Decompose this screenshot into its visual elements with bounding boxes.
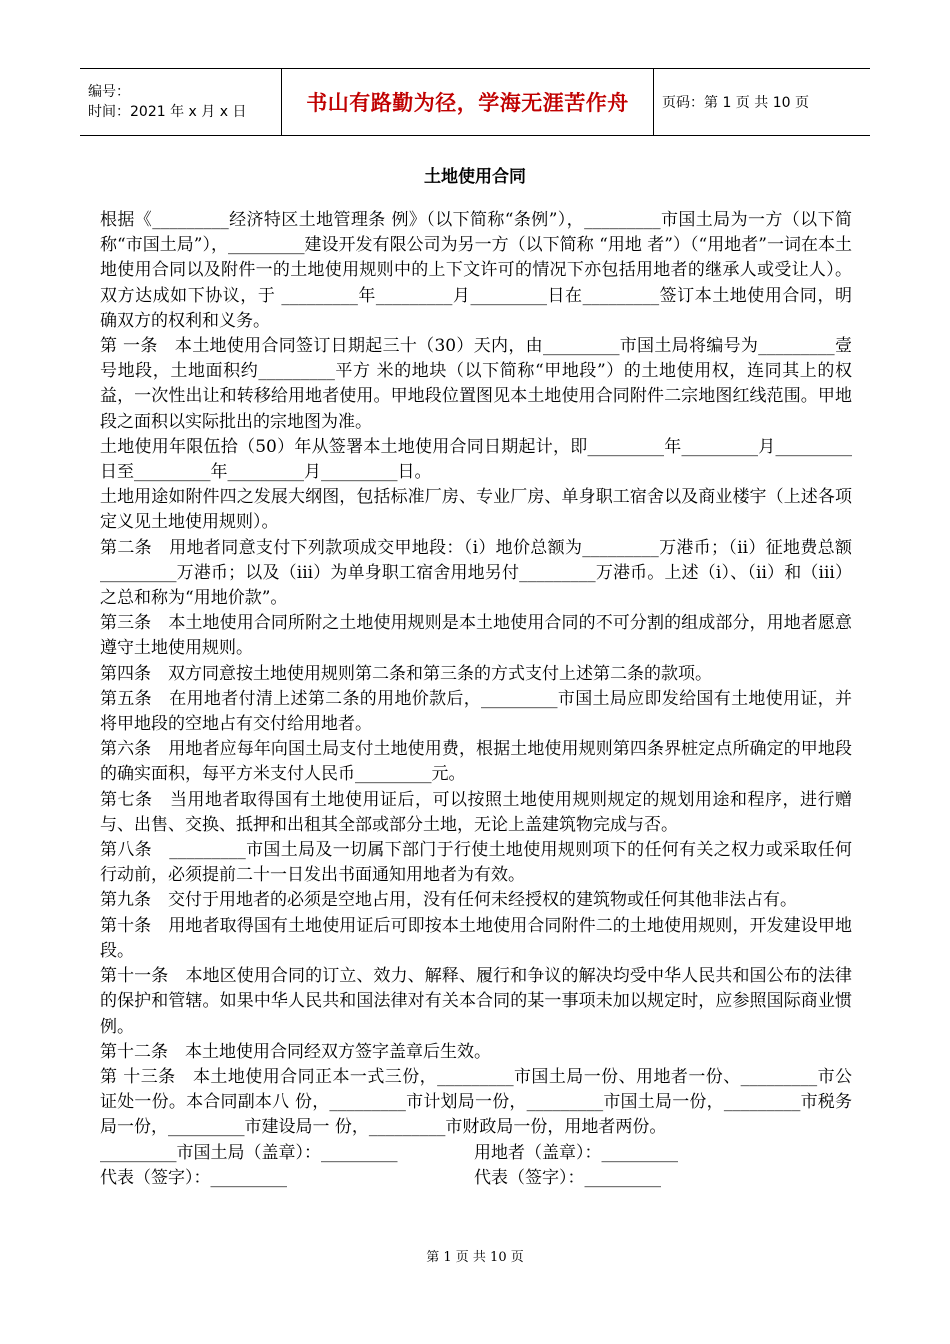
paragraph-article-12: 第十二条 本土地使用合同经双方签字盖章后生效。 <box>100 1041 491 1062</box>
header-motto: 书山有路勤为径，学海无涯苦作舟 <box>282 69 654 136</box>
document-title: 土地使用合同 <box>424 167 526 187</box>
paragraph-preamble: 根据《_________经济特区土地管理条 例》（以下简称“条例”），_________市国土局为一方（以下简称“市国土局”），_________建设开发有限公司为另一方（以下简称 “用地 者”）（“用地者”一词在本土地使用合同以及附件一的土地使用规则中的上下文许可的情况下亦包括用地者的继承人或受让人）。双方达成如下协议，于 _________年_________月_________日在_________签订本土地使用合同，明确双方的权利和义务。 <box>100 210 852 331</box>
header-page-label: 页码：第 1 页 共 10 页 <box>654 69 871 136</box>
paragraph-article-4: 第四条 双方同意按土地使用规则第二条和第三条的方式支付上述第二条的款项。 <box>100 663 712 684</box>
land-bureau-representative-line: 代表（签字）：_________ <box>100 1167 287 1188</box>
paragraph-article-13: 第 十三条 本土地使用合同正本一式三份，_________市国土局一份、用地者一份、_________市公证处一份。本合同副本八 份，_________市计划局一份，_________市国土局一份，_________市税务局一份，_________市建设局一 份，_________市财政局一份，用地者两份。 <box>100 1066 852 1138</box>
paragraph-article-1: 第 一条 本土地使用合同签订日期起三十（30）天内，由_________市国土局将编号为_________壹号地段，土地面积约_________平方 米的地块（以下简称“甲地段”）的土地使用权，连同其上的权益，一次性出让和转移给用地者使用。甲地段位置图见本土地使用合同附件二宗地图红线范围。甲地 段之面积以实际批出的宗地图为准。 <box>100 336 852 432</box>
paragraph-article-3: 第三条 本土地使用合同所附之土地使用规则是本土地使用合同的不可分割的组成部分，用地者愿意遵守土地使用规则。 <box>100 613 852 659</box>
signature-row-seal <box>100 1141 852 1166</box>
signature-row-representative <box>100 1166 852 1191</box>
paragraph-article-8: 第八条 _________市国土局及一切属下部门于行使土地使用规则项下的任何有关之权力或采取任何行动前，必须提前二十一日发出书面通知用地者为有效。 <box>100 840 852 886</box>
paragraph-land-use: 土地用途如附件四之发展大纲图，包括标准厂房、专业厂房、单身职工宿舍以及商业楼宇（上述各项定义见土地使用规则）。 <box>100 487 852 533</box>
document-number-label: 编号： <box>88 84 130 100</box>
page-footer: 第 1 页 共 10 页 <box>426 1250 524 1265</box>
paragraph-article-6: 第六条 用地者应每年向国土局支付土地使用费，根据土地使用规则第四条界桩定点所确定的甲地段的确实面积，每平方米支付人民币_________元。 <box>100 739 852 785</box>
paragraph-article-11: 第十一条 本地区使用合同的订立、效力、解释、履行和争议的解决均受中华人民共和国公布的法律的保护和管辖。如果中华人民共和国法律对有关本合同的某一事项未加以规定时，应参照国际商业惯例。 <box>100 966 852 1037</box>
paragraph-article-5: 第五条 在用地者付清上述第二条的用地价款后，_________市国土局应即发给国有土地使用证，并将甲地段的空地占有交付给用地者。 <box>100 688 852 735</box>
land-bureau-seal-line: _________市国土局（盖章）：_________ <box>100 1142 398 1163</box>
document-header <box>80 68 870 136</box>
paragraph-article-9: 第九条 交付于用地者的必须是空地占用，没有任何未经授权的建筑物或任何其他非法占有。 <box>100 890 797 911</box>
header-meta <box>80 69 282 136</box>
paragraph-article-7: 第七条 当用地者取得国有土地使用证后，可以按照土地使用规则规定的规划用途和程序，进行赠与、出售、交换、抵押和出租其全部或部分土地，无论上盖建筑物完成与否。 <box>100 789 852 835</box>
land-user-representative-line: 代表（签字）：_________ <box>474 1167 661 1188</box>
paragraph-article-10: 第十条 用地者取得国有土地使用证后可即按本土地使用合同附件二的土地使用规则，开发建设甲地段。 <box>100 915 852 961</box>
contract-body <box>100 208 852 1191</box>
land-user-seal-line: 用地者（盖章）：_________ <box>474 1142 678 1163</box>
paragraph-land-term: 土地使用年限伍拾（50）年从签署本土地使用合同日期起计，即_________年_________月_________日至_________年_________月_________日。 <box>100 436 852 483</box>
document-date-label: 时间：2021 年 x 月 x 日 <box>88 104 247 120</box>
paragraph-article-2: 第二条 用地者同意支付下列款项成交甲地段：（i）地价总额为_________万港币；（ii）征地费总额_________万港币；以及（iii）为单身职工宿舍用地另付_________万港币。上述（i）、（ii）和（iii）之总和称为“用地价款”。 <box>100 537 852 609</box>
